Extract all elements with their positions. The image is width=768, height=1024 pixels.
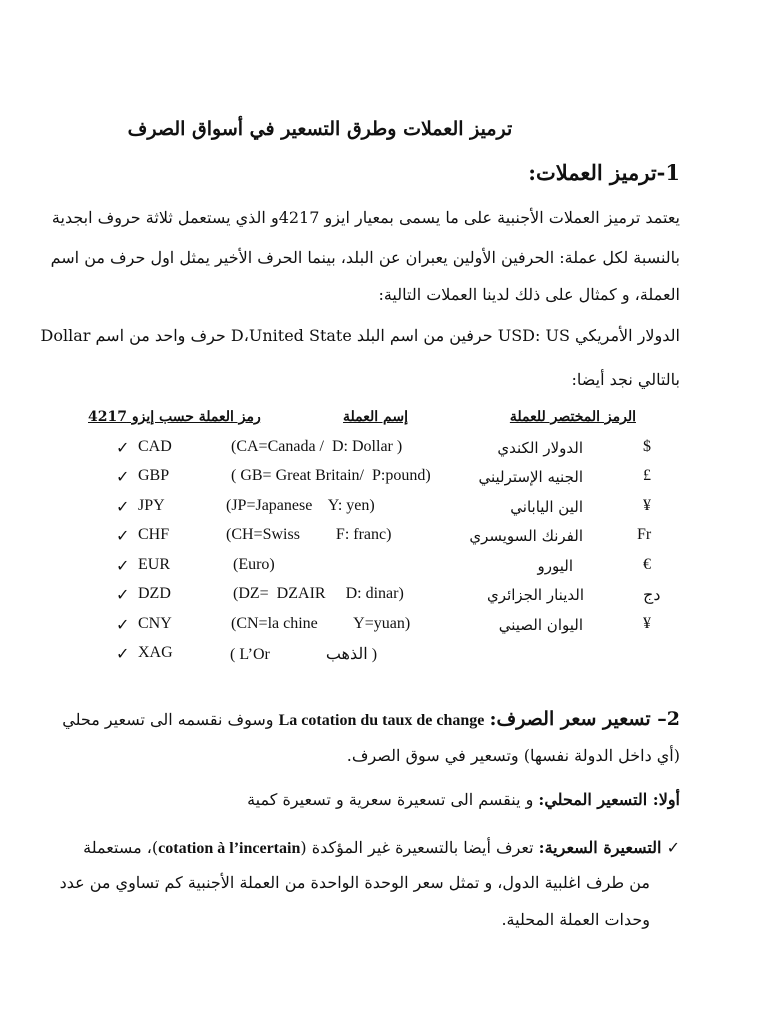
currency-symbol: $ [643,438,651,455]
section2-line-2: (أي داخل الدولة نفسها) وتسعير في سوق الصرف. [346,746,680,765]
table-header-iso: رمز العملة حسب إيزو 4217 [88,409,261,425]
currency-code: CAD [138,438,172,455]
section1-para-line-2: بالنسبة لكل عملة: الحرفين الأولين يعبران عن البلد، بينما الحرف الأخير يمثل اول حرف من اسم [50,248,680,267]
page-title: ترميز العملات وطرق التسعير في أسواق الصرف [127,118,513,140]
check-icon: ✓ [666,838,680,857]
currency-symbol: € [643,556,651,573]
currency-arabic-name: اليورو [537,557,573,575]
currency-arabic-name: الجنيه الإسترليني [478,468,583,486]
check-icon: ✓ [116,585,130,604]
section1-para-line-3: العملة، و كمثال على ذلك لدينا العملات التالية: [378,285,680,304]
currency-code-explanation: (JP=Japanese Y: yen) [226,497,375,514]
currency-code-explanation: (Euro) [233,556,275,573]
first-subsection-label: أولا: التسعير المحلي: [538,790,680,809]
currency-symbol: ¥ [643,497,651,514]
bullet-french-term: cotation à l’incertain [158,840,301,857]
section2-line-1 [62,708,680,730]
section1-heading: 1-ترميز العملات: [528,160,680,185]
currency-code: XAG [138,644,173,661]
check-icon: ✓ [116,438,130,457]
currency-code: CHF [138,526,170,543]
section2-french-title: La cotation du taux de change [278,712,485,729]
currency-arabic-name: الدولار الكندي [497,439,583,457]
check-icon: ✓ [116,526,130,545]
table-header-symbol: الرمز المختصر للعملة [509,409,636,425]
section1-para-line-1: يعتمد ترميز العملات الأجنبية على ما يسمى بمعيار ايزو 4217و الذي يستعمل ثلاثة حروف ابجدية [51,208,680,227]
currency-code: JPY [138,497,165,514]
currency-symbol: ¥ [643,615,651,632]
bullet-text-1: تعرف أيضا بالتسعيرة غير المؤكدة ( [300,838,539,857]
currency-code-explanation: ( L’Or الذهب ) [230,646,378,663]
section2-heading: 2– تسعير سعر الصرف: [489,708,680,730]
currency-code: GBP [138,467,170,484]
table-header-name: إسم العملة [343,409,408,425]
bullet-line-1 [80,838,680,858]
section2-line1-tail: وسوف نقسمه الى تسعير محلي [62,710,274,729]
currency-code-explanation: (CH=Swiss F: franc) [226,526,392,543]
also-line: بالتالي نجد أيضا: [571,370,680,389]
bullet-line-3: وحدات العملة المحلية. [501,910,650,929]
bullet-label: التسعيرة السعرية: [538,838,662,857]
currency-code-explanation: (DZ= DZAIR D: dinar) [233,585,404,602]
currency-code-explanation: (CN=la chine Y=yuan) [231,615,411,632]
first-subsection-line [247,790,680,809]
check-icon: ✓ [116,644,130,663]
currency-symbol: دج [643,587,661,604]
currency-symbol: £ [643,467,651,484]
currency-arabic-name: اليوان الصيني [498,616,583,634]
check-icon: ✓ [116,556,130,575]
currency-code: CNY [138,615,172,632]
first-subsection-text: و ينقسم الى تسعيرة سعرية و تسعيرة كمية [247,790,539,809]
check-icon: ✓ [116,467,130,486]
check-icon: ✓ [116,497,130,516]
currency-arabic-name: الدينار الجزائري [487,586,584,604]
bullet-line-2: من طرف اغلبية الدول، و تمثل سعر الوحدة الواحدة من العملة الأجنبية كم تساوي من عدد [59,873,650,892]
currency-code-explanation: ( GB= Great Britain/ P:pound) [231,467,431,484]
currency-code: EUR [138,556,170,573]
currency-arabic-name: الين الياباني [510,498,583,516]
currency-arabic-name: الفرنك السويسري [469,527,583,545]
currency-symbol: Fr [637,526,652,543]
currency-code-explanation: (CA=Canada / D: Dollar ) [231,438,403,455]
bullet-text-2: )، مستعملة [83,838,159,857]
usd-example-line: الدولار الأمريكي USD: US حرفين من اسم البلد D،United State حرف واحد من اسم Dollar [40,326,680,345]
check-icon: ✓ [116,615,130,634]
currency-code: DZD [138,585,171,602]
